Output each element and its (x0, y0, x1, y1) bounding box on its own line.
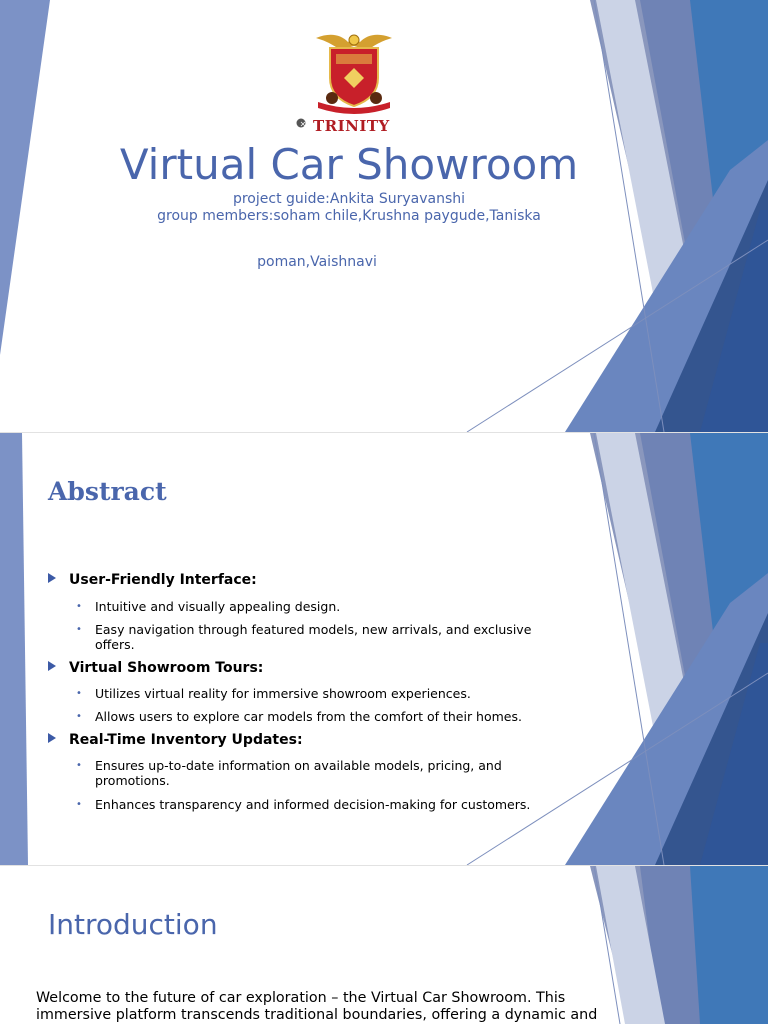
dot-bullet-icon: • (76, 799, 82, 810)
introduction-body: Welcome to the future of car exploration – the Virtual Car Showroom. This immersive platform transcends traditional boundaries, offering a dynamic and (36, 990, 598, 1023)
triangle-bullet-icon (48, 733, 56, 743)
dot-bullet-icon: • (76, 711, 82, 722)
abstract-heading: Abstract (48, 477, 167, 506)
dot-bullet-icon: • (76, 760, 82, 771)
list-item: • Utilizes virtual reality for immersive showroom experiences. (76, 686, 471, 701)
list-item: • Allows users to explore car models from the comfort of their homes. (76, 709, 522, 724)
dot-bullet-icon: • (76, 624, 82, 635)
group-members-cont: poman,Vaishnavi (257, 254, 377, 270)
triangle-bullet-icon (48, 573, 56, 583)
slide-title: Virtual Car Showroom (119, 140, 579, 189)
abstract-slide (0, 433, 768, 865)
logo-wordmark: TRINITY (313, 117, 390, 135)
title-slide (0, 0, 768, 432)
triangle-bullet-icon (48, 661, 56, 671)
bullet-virtual-tours: Virtual Showroom Tours: (48, 660, 263, 676)
introduction-slide (0, 866, 768, 1024)
introduction-heading: Introduction (48, 908, 218, 941)
list-item: • Easy navigation through featured models, new arrivals, and exclusive offers. (76, 622, 532, 652)
dot-bullet-icon: • (76, 601, 82, 612)
bullet-inventory: Real-Time Inventory Updates: (48, 732, 303, 748)
list-item: • Ensures up-to-date information on available models, pricing, and promotions. (76, 758, 502, 788)
list-item: • Intuitive and visually appealing design. (76, 599, 341, 614)
group-members: group members:soham chile,Krushna paygude,Taniska (157, 208, 541, 224)
project-guide: project guide:Ankita Suryavanshi (232, 191, 466, 207)
bullet-user-friendly: User-Friendly Interface: (48, 572, 257, 588)
svg-text:×: × (299, 119, 307, 129)
list-item: • Enhances transparency and informed decision-making for customers. (76, 797, 531, 812)
dot-bullet-icon: • (76, 688, 82, 699)
